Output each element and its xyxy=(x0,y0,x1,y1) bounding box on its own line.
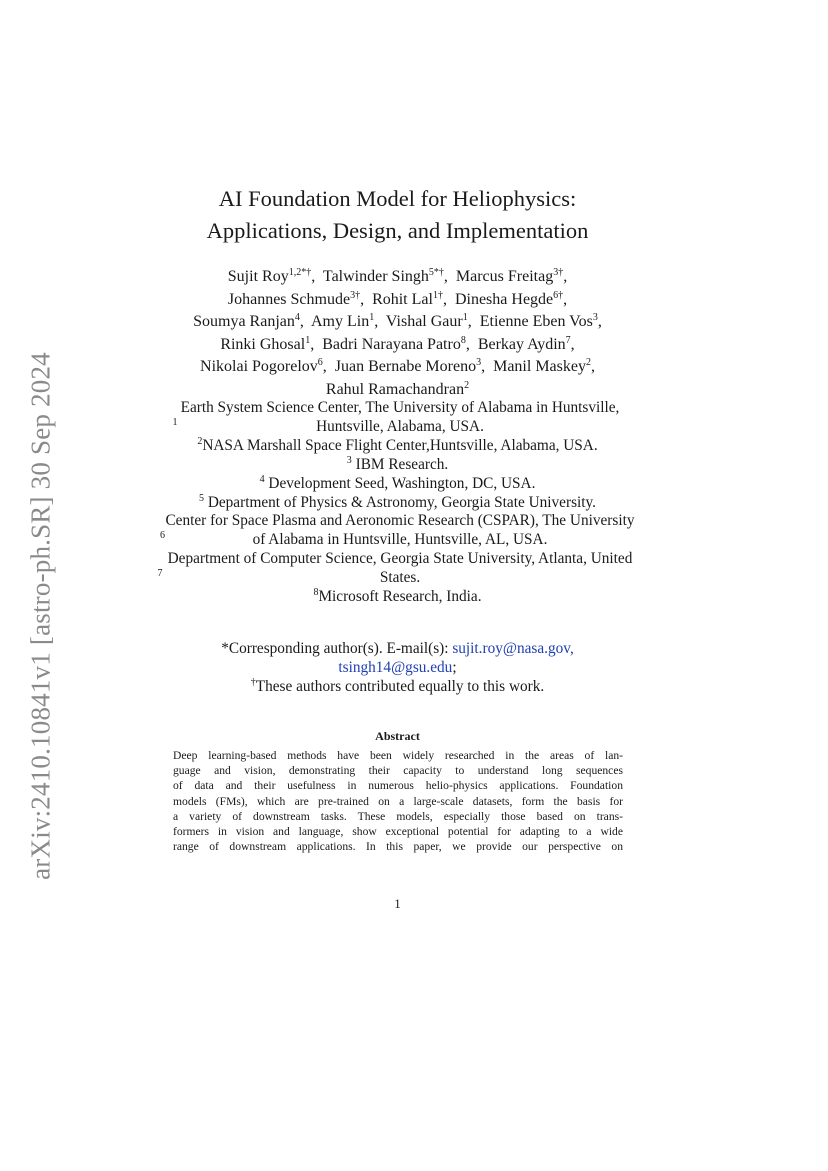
author: Manil Maskey$^2$, xyxy=(493,357,595,375)
abstract-line: range of downstream applications. In this paper, we provide our perspective on xyxy=(173,840,623,854)
abstract-line: Deep learning-based methods have been widely researched in the areas of lan- xyxy=(173,749,623,762)
email-link-2[interactable]: tsingh14@gsu.edu xyxy=(338,659,453,676)
abstract-body xyxy=(173,748,623,854)
author: Etienne Eben Vos$^3$, xyxy=(479,312,602,330)
abstract-line: formers in vision and language, show exceptional potential for adapting to a wide xyxy=(173,825,623,839)
title-line-2: Applications, Design, and Implementation xyxy=(206,218,589,243)
affiliation-2: $^2$NASA Marshall Space Flight Center,Huntsville, Alabama, USA. xyxy=(197,435,598,454)
abstract-line: of data and their usefulness in numerous helio-physics applications. Foundation xyxy=(173,779,623,793)
title-line-1: AI Foundation Model for Heliophysics: xyxy=(218,186,577,211)
affiliation-5: $^5$ Department of Physics & Astronomy, Georgia State University. xyxy=(199,492,596,511)
abstract-line: guage and vision, demonstrating their capacity to understand long sequences xyxy=(173,764,623,778)
author: Juan Bernabe Moreno$^3$, xyxy=(334,357,486,375)
affiliation-3: $^3$ IBM Research. xyxy=(346,454,449,473)
author: Rinki Ghosal$^1$, xyxy=(220,334,315,353)
author: Marcus Freitag$^{3\dagger}$, xyxy=(455,267,568,285)
author: Talwinder Singh$^{5*\dagger}$, xyxy=(322,267,448,285)
email-separator: ; xyxy=(452,659,457,676)
affiliation-list xyxy=(150,399,645,607)
affiliation-7: $^7$Department of Computer Science, Georgia State University, Atlanta, United States. xyxy=(157,550,633,587)
paper-title xyxy=(150,183,645,247)
arxiv-stamp xyxy=(23,343,59,888)
author: Soumya Ranjan$^4$, xyxy=(193,312,304,330)
abstract-line: models (FMs), which are pre-trained on a large-scale datasets, form the basis for xyxy=(173,794,623,808)
correspondence-label: *Corresponding author(s). E-mail(s): xyxy=(221,640,453,657)
abstract-line: a variety of downstream tasks. These models, especially those based on trans- xyxy=(173,809,623,823)
author-list xyxy=(150,266,645,401)
abstract-heading: Abstract xyxy=(375,729,420,743)
equal-contribution-symbol: † xyxy=(250,677,256,688)
email-link-1[interactable]: sujit.roy@nasa.gov, xyxy=(452,640,574,657)
arxiv-stamp-text: arXiv:2410.10841v1 [astro-ph.SR] 30 Sep 2024 xyxy=(25,351,56,880)
author: Vishal Gaur$^1$, xyxy=(385,312,472,330)
affiliation-1: $^1$Earth System Science Center, The University of Alabama in Huntsville, Huntsville, Alabama, USA. xyxy=(172,399,620,435)
correspondence-block xyxy=(150,639,645,696)
author: Berkay Aydin$^7$, xyxy=(477,334,575,353)
author: Rohit Lal$^{1\dagger}$, xyxy=(372,289,447,308)
author: Rahul Ramachandran$^2$ xyxy=(325,379,470,398)
page-number: 1 xyxy=(394,896,401,911)
author: Johannes Schmude$^{3\dagger}$, xyxy=(227,289,365,308)
affiliation-4: $^4$ Development Seed, Washington, DC, USA. xyxy=(259,473,536,492)
equal-contribution-note: These authors contributed equally to this work. xyxy=(255,678,545,695)
author: Amy Lin$^1$, xyxy=(310,312,379,330)
author: Nikolai Pogorelov$^6$, xyxy=(200,357,327,375)
author: Sujit Roy$^{1,2*\dagger}$, xyxy=(227,267,316,285)
author: Dinesha Hegde$^{6\dagger}$, xyxy=(454,289,568,308)
author: Badri Narayana Patro$^8$, xyxy=(322,334,470,353)
affiliation-6: $^6$Center for Space Plasma and Aeronomic Research (CSPAR), The University of Alabama in Huntsville, Huntsville, AL, USA. xyxy=(160,512,635,549)
affiliation-8: $^8$Microsoft Research, India. xyxy=(313,587,482,606)
